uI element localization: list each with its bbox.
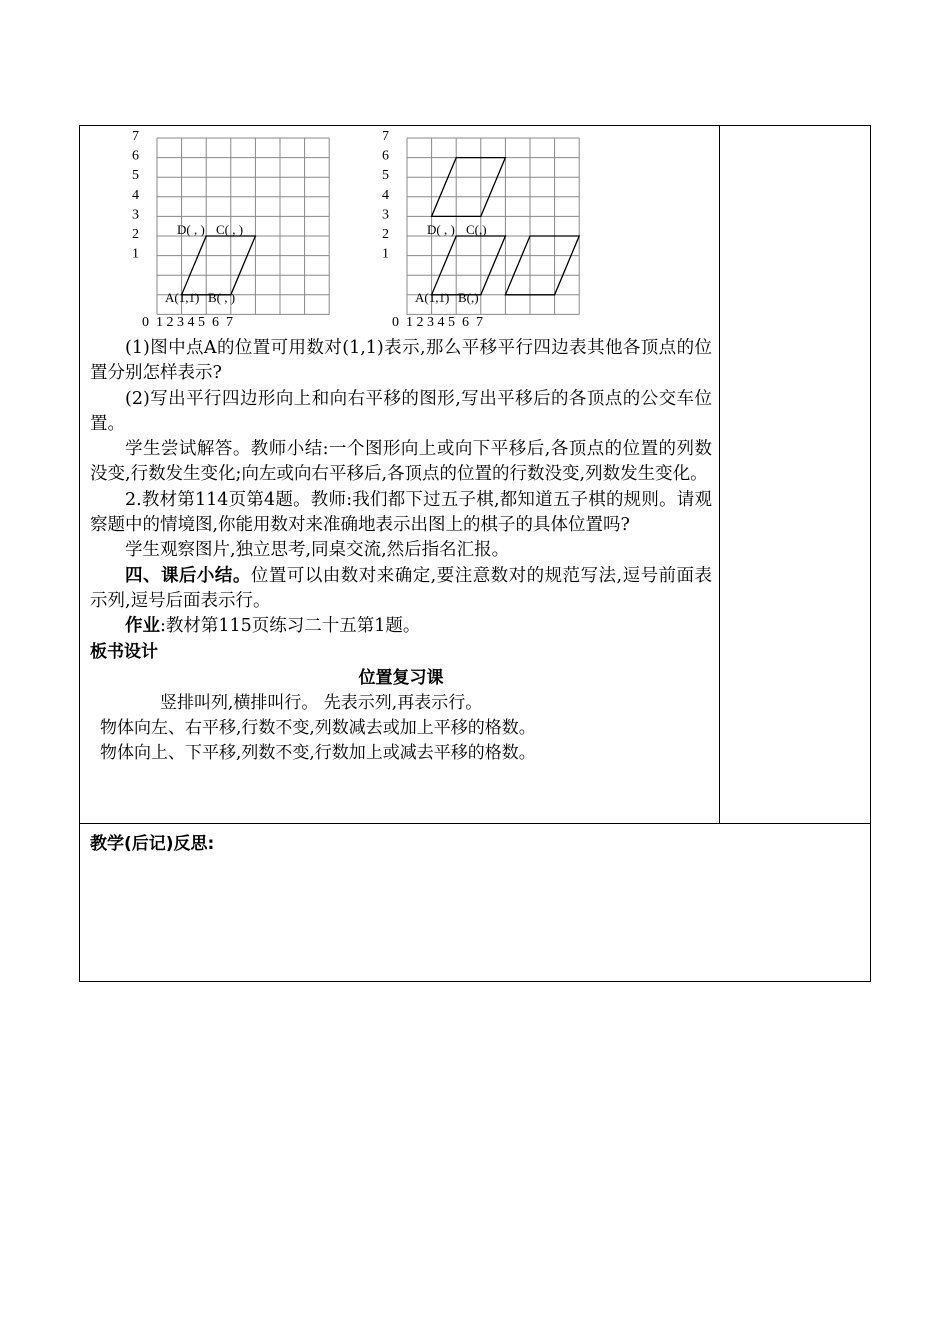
student-activity: 学生观察图片,独立思考,同桌交流,然后指名汇报。	[125, 540, 510, 561]
grid-left-vertex-D: D( , )	[177, 222, 205, 237]
grid-left-vertex-A: A(1,1)	[165, 290, 200, 305]
summary-text: 位置可以由数对来确定,要注意数对的规范写法,逗号前面表示列,逗号后面表示行。	[90, 565, 713, 611]
board-line-1: 竖排叫列,横排叫行。 先表示列,再表示行。	[160, 692, 483, 713]
grid-left	[132, 129, 329, 330]
grid-left-y-label: 2	[132, 227, 139, 242]
grid-right-y-label: 2	[382, 227, 389, 242]
board-title: 位置复习课	[358, 667, 444, 688]
reflection-heading: 教学(后记)反思:	[90, 834, 215, 854]
board-line-2: 物体向左、右平移,行数不变,列数减去或加上平移的格数。	[100, 717, 536, 738]
lesson-summary	[90, 564, 712, 615]
teacher-summary: 学生尝试解答。教师小结:一个图形向上或向下平移后,各顶点的位置的列数没变,行数发生变化;向左或向右平移后,各顶点的位置的行数没变,列数发生变化。	[90, 439, 712, 485]
grid-left-vertex-B: B( , )	[208, 290, 236, 305]
grid-right-y-label: 4	[382, 187, 389, 203]
grid-right-y-label: 7	[382, 129, 389, 144]
board-line-3: 物体向上、下平移,列数不变,行数加上或减去平移的格数。	[100, 742, 536, 763]
homework-heading: 作业	[125, 616, 160, 637]
grid-right-vertex-D: D( , )	[427, 222, 455, 237]
grid-right-parallelogram	[432, 236, 506, 295]
grid-left-y-label: 6	[132, 148, 139, 164]
grid-right-y-label: 6	[382, 148, 389, 164]
grid-right-y-label: 1	[382, 246, 389, 262]
exercise-4: 2.教材第114页第4题。教师:我们都下过五子棋,都知道五子棋的规则。请观察题中的情境图,你能用数对来准确地表示出图上的棋子的具体位置吗?	[90, 489, 712, 536]
grid-left-y-label: 3	[132, 207, 139, 223]
grid-left-vertex-C: C( , )	[216, 222, 244, 237]
grid-right-parallelogram	[505, 236, 579, 295]
grid-right-vertex-C: C(,)	[466, 222, 487, 237]
summary-heading: 四、课后小结。	[125, 565, 251, 586]
grid-right-y-label: 3	[382, 207, 389, 223]
grid-left-y-label: 7	[132, 129, 139, 144]
question-2: (2)写出平行四边形向上和向右平移的图形,写出平移后的各顶点的公交车位置。	[90, 388, 712, 434]
column-divider	[719, 126, 720, 823]
question-1: (1)图中点A的位置可用数对(1,1)表示,那么平移平行四边表其他各顶点的位置分别怎样表示?	[90, 338, 712, 384]
homework	[90, 614, 712, 639]
grid-figures	[90, 126, 712, 336]
board-heading: 板书设计	[90, 641, 158, 662]
grid-left-y-label: 1	[132, 246, 139, 262]
grid-right-x-labels: 0 1 2 3 4 5 6 7	[392, 315, 483, 330]
lesson-table	[79, 125, 871, 982]
grid-diagrams	[90, 126, 712, 336]
grid-left-y-label: 5	[132, 168, 139, 184]
grid-right-vertex-A: A(1,1)	[415, 290, 450, 305]
grid-right-parallelogram	[432, 158, 506, 217]
lesson-content	[90, 126, 712, 766]
grid-left-x-labels: 0 1 2 3 4 5 6 7	[142, 315, 233, 330]
grid-left-parallelogram	[182, 236, 256, 295]
grid-left-y-label: 4	[132, 187, 139, 203]
grid-right-y-label: 5	[382, 168, 389, 184]
grid-right	[382, 129, 579, 330]
grid-right-vertex-B: B(,)	[458, 290, 479, 305]
row-divider	[80, 823, 870, 824]
homework-text: :教材第115页练习二十五第1题。	[160, 616, 421, 637]
